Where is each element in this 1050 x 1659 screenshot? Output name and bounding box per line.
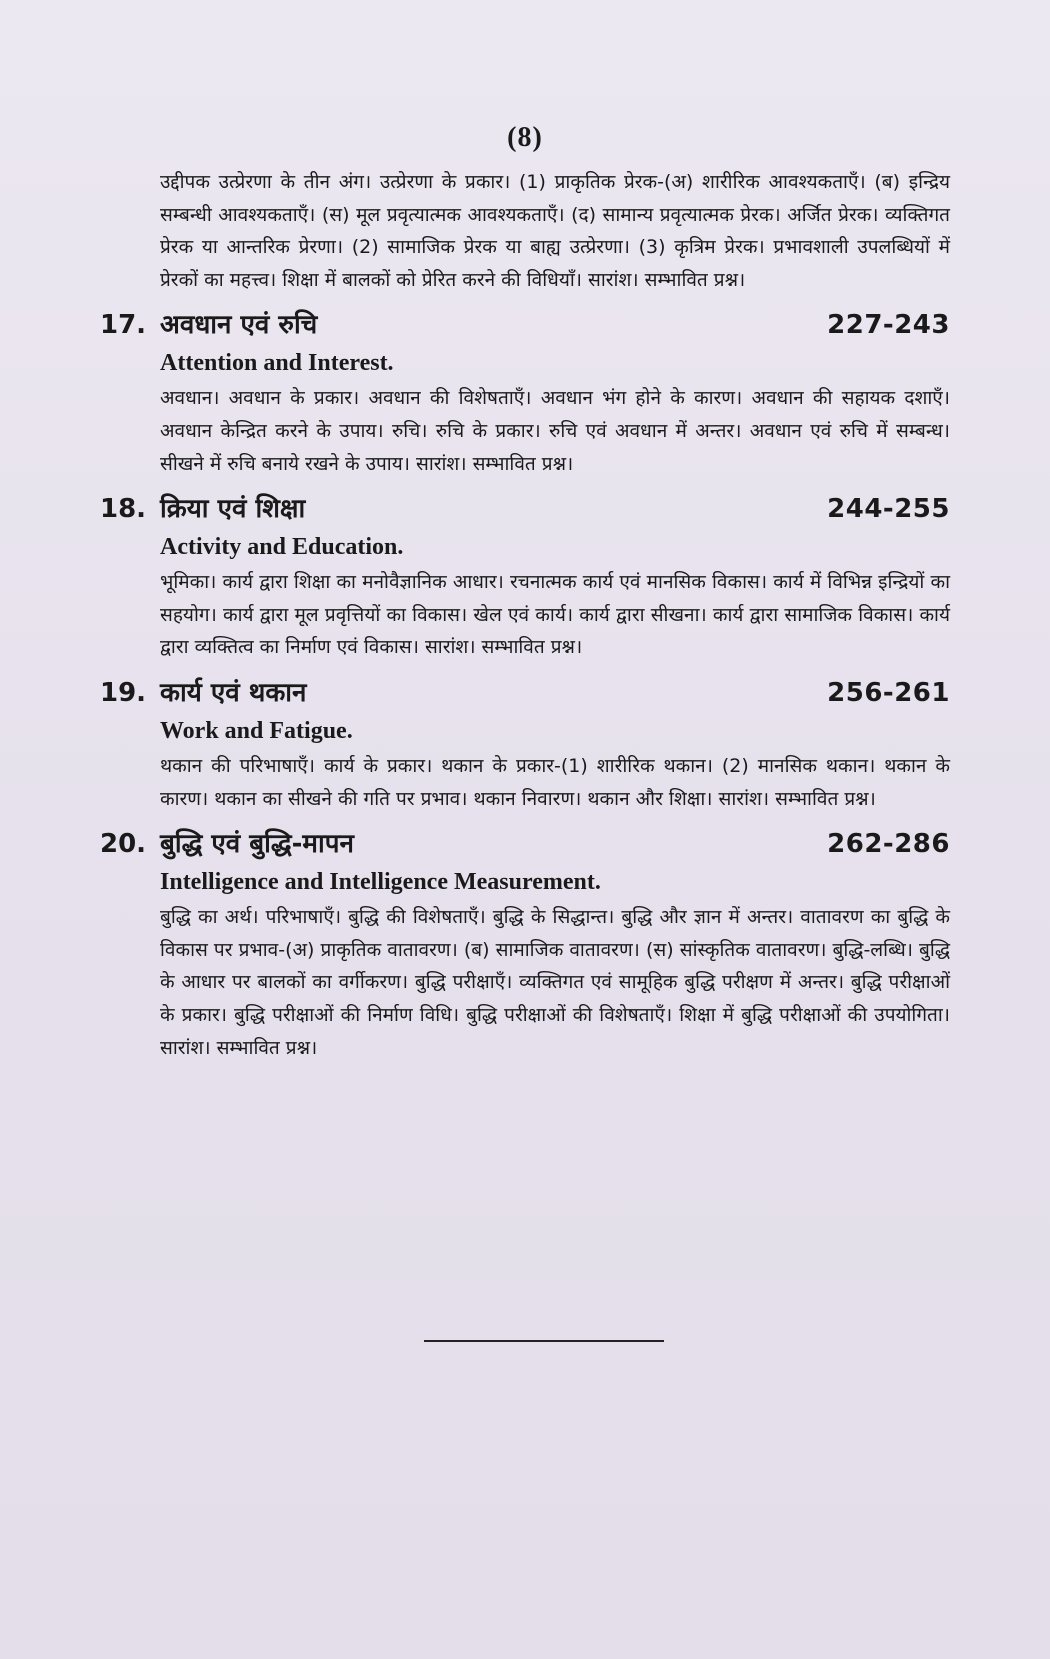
chapter-number: 18. [100,494,147,525]
page-number: (8) [507,122,543,153]
chapter-title-english: Activity and Education. [160,534,404,561]
chapter-number: 17. [100,310,147,341]
chapter-title-english: Attention and Interest. [160,350,394,377]
chapter-heading [100,672,950,714]
chapter-title-english: Intelligence and Intelligence Measurement. [160,869,601,896]
chapter-heading [100,488,950,530]
chapter-description: बुद्धि का अर्थ। परिभाषाएँ। बुद्धि की विशेषताएँ। बुद्धि के सिद्धान्त। बुद्धि और ज्ञान में अन्तर। वातावरण का बुद्धि के विकास पर प्रभाव-(अ) प्राकृतिक वातावरण। (ब) सामाजिक वातावरण। (स) सांस्कृतिक वातावरण। बुद्धि-लब्धि। बुद्धि के आधार पर बालकों का वर्गीकरण। बुद्धि परीक्षाएँ। व्यक्तिगत एवं सामूहिक बुद्धि परीक्षण में अन्तर। बुद्धि परीक्षाओं के प्रकार। बुद्धि परीक्षाओं की निर्माण विधि। बुद्धि परीक्षाओं की विशेषताएँ। शिक्षा में बुद्धि परीक्षाओं की उपयोगिता। सारांश। सम्भावित प्रश्न। [160,906,950,1059]
chapter-19 [100,672,950,815]
chapter-description: अवधान। अवधान के प्रकार। अवधान की विशेषताएँ। अवधान भंग होने के कारण। अवधान की सहायक दशाएँ। अवधान केन्द्रित करने के उपाय। रुचि। रुचि के प्रकार। रुचि एवं अवधान में अन्तर। अवधान एवं रुचि में सम्बन्ध। सीखने में रुचि बनाये रखने के उपाय। सारांश। सम्भावित प्रश्न। [160,387,950,475]
chapter-page-range: 256-261 [827,677,950,708]
chapter-number: 19. [100,677,147,708]
chapter-20 [100,823,950,1064]
chapter-title-hindi: अवधान एवं रुचि [160,310,318,341]
contents-body [100,166,950,1064]
chapter-heading [100,823,950,865]
chapter-page-range: 227-243 [827,310,950,341]
chapter-page-range: 262-286 [827,829,950,860]
chapter-number: 20. [100,829,147,860]
end-divider [424,1340,664,1342]
chapter-title-hindi: क्रिया एवं शिक्षा [160,494,306,525]
chapter-title-hindi: कार्य एवं थकान [160,677,307,708]
chapter-description: थकान की परिभाषाएँ। कार्य के प्रकार। थकान के प्रकार-(1) शारीरिक थकान। (2) मानसिक थकान। थकान के कारण। थकान का सीखने की गति पर प्रभाव। थकान निवारण। थकान और शिक्षा। सारांश। सम्भावित प्रश्न। [160,754,950,810]
chapter-page-range: 244-255 [827,494,950,525]
chapter-title-hindi: बुद्धि एवं बुद्धि-मापन [160,829,354,860]
chapter-heading [100,304,950,346]
chapter-18 [100,488,950,664]
chapter-17 [100,304,950,480]
chapter-description: भूमिका। कार्य द्वारा शिक्षा का मनोवैज्ञानिक आधार। रचनात्मक कार्य एवं मानसिक विकास। कार्य में विभिन्न इन्द्रियों का सहयोग। कार्य द्वारा मूल प्रवृत्तियों का विकास। खेल एवं कार्य। कार्य द्वारा सीखना। कार्य द्वारा सामाजिक विकास। कार्य द्वारा व्यक्तित्व का निर्माण एवं विकास। सारांश। सम्भावित प्रश्न। [160,571,950,659]
intro-paragraph: उद्दीपक उत्प्रेरणा के तीन अंग। उत्प्रेरणा के प्रकार। (1) प्राकृतिक प्रेरक-(अ) शारीरिक आवश्यकताएँ। (ब) इन्द्रिय सम्बन्धी आवश्यकताएँ। (स) मूल प्रवृत्यात्मक आवश्यकताएँ। (द) सामान्य प्रवृत्यात्मक प्रेरक। अर्जित प्रेरक। व्यक्तिगत प्रेरक या आन्तरिक प्रेरणा। (2) सामाजिक प्रेरक या बाह्य उत्प्रेरणा। (3) कृत्रिम प्रेरक। प्रभावशाली उपलब्धियों में प्रेरकों का महत्त्व। शिक्षा में बालकों को प्रेरित करने की विधियाँ। सारांश। सम्भावित प्रश्न। [160,171,950,291]
chapter-title-english: Work and Fatigue. [160,717,353,744]
